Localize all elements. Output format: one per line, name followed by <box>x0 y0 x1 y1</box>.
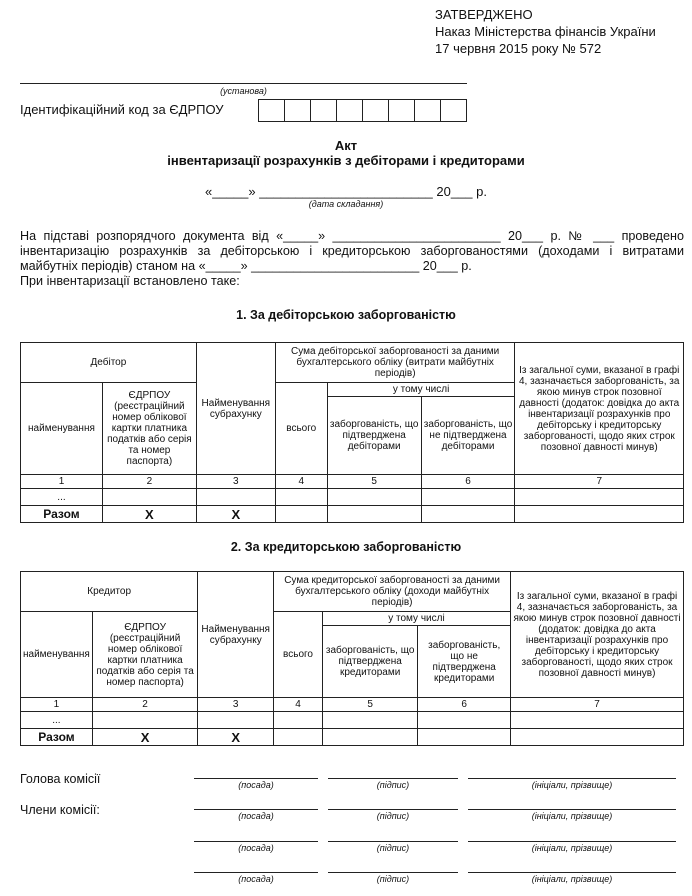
debtor-header: Дебітор <box>21 343 197 383</box>
signature-caption: (підпис) <box>376 874 410 884</box>
signature-line[interactable] <box>328 778 458 779</box>
section1-title: 1. За дебіторською заборгованістю <box>236 308 456 322</box>
date-line[interactable]: «_____» ________________________ 20___ р. <box>205 184 487 199</box>
x-mark: Х <box>198 729 274 746</box>
approval-line2: Наказ Міністерства фінансів України <box>435 24 656 39</box>
initials-caption: (ініціали, прізвище) <box>531 780 613 790</box>
edrpou-digit-box[interactable] <box>388 99 415 122</box>
column-number: 7 <box>515 475 684 489</box>
position-line[interactable] <box>194 809 318 810</box>
signature-caption: (підпис) <box>376 780 410 790</box>
table-cell[interactable] <box>421 489 515 506</box>
confirmed-header: заборгованість, що підтверджена дебіторами <box>327 397 421 475</box>
creditor-header: Кредитор <box>21 572 198 612</box>
edrpou-digit-box[interactable] <box>310 99 337 122</box>
edrpou-code-boxes[interactable] <box>259 99 467 122</box>
column-number: 6 <box>418 698 511 712</box>
position-line[interactable] <box>194 778 318 779</box>
column-number: 3 <box>198 698 274 712</box>
signature-line[interactable] <box>328 872 458 873</box>
paragraph-line1: На підставі розпорядчого документа від «_____» ________________________ 20___ р. № ___ проведено <box>20 229 684 243</box>
column-number: 5 <box>327 475 421 489</box>
initials-line[interactable] <box>468 809 676 810</box>
position-caption: (посада) <box>238 780 274 790</box>
ellipsis-cell[interactable]: ... <box>21 489 103 506</box>
x-mark: Х <box>102 506 196 523</box>
edrpou-digit-box[interactable] <box>362 99 389 122</box>
total-row-label: Разом <box>21 729 93 746</box>
table-cell[interactable] <box>327 506 421 523</box>
table-cell[interactable] <box>511 729 684 746</box>
document-title: Акт <box>334 138 358 153</box>
edrpou-header: ЄДРПОУ (реєстраційний номер облікової картки платника податків або серія та номер паспорта) <box>92 612 197 698</box>
subaccount-header: Найменування субрахунку <box>198 572 274 698</box>
column-number: 2 <box>102 475 196 489</box>
date-caption: (дата складання) <box>308 199 384 209</box>
edrpou-digit-box[interactable] <box>258 99 285 122</box>
position-caption: (посада) <box>238 874 274 884</box>
approval-line3: 17 червня 2015 року № 572 <box>435 41 602 56</box>
edrpou-label: Ідентифікаційний код за ЄДРПОУ <box>20 102 224 117</box>
paragraph-line2: інвентаризацію розрахунків за дебіторською і кредиторською заборгованостями (доходами і витратами <box>20 244 684 258</box>
initials-line[interactable] <box>468 872 676 873</box>
table-cell[interactable] <box>196 489 275 506</box>
column-number: 2 <box>92 698 197 712</box>
institution-line[interactable] <box>20 83 467 84</box>
expired-header: Із загальної суми, вказаної в графі 4, зазначається заборгованість, за якою минув строк позовної давності (додаток: довідка до акта інвентаризації розрахунків про дебіторську і кредиторську заборгованості, щодо яких строк позовної давності минув) <box>511 572 684 698</box>
position-caption: (посада) <box>238 811 274 821</box>
basis-paragraph <box>20 229 684 289</box>
table-cell[interactable] <box>102 489 196 506</box>
total-header: всього <box>275 383 327 475</box>
approval-block <box>435 6 656 57</box>
paragraph-line3: майбутніх періодів) станом на «_____» ________________________ 20___ р. <box>20 259 472 273</box>
column-number: 4 <box>274 698 323 712</box>
column-number: 1 <box>21 698 93 712</box>
table-cell[interactable] <box>421 506 515 523</box>
table-cell[interactable] <box>511 712 684 729</box>
table-cell[interactable] <box>275 489 327 506</box>
edrpou-digit-box[interactable] <box>414 99 441 122</box>
including-header: у тому числі <box>327 383 515 397</box>
including-header: у тому числі <box>322 612 510 626</box>
total-header: всього <box>274 612 323 698</box>
commission-members-label: Члени комісії: <box>20 803 100 817</box>
edrpou-digit-box[interactable] <box>336 99 363 122</box>
column-number: 4 <box>275 475 327 489</box>
confirmed-header: заборгованість, що підтверджена кредиторами <box>322 626 417 698</box>
section2-title: 2. За кредиторською заборгованістю <box>230 540 462 554</box>
ellipsis-cell[interactable]: ... <box>21 712 93 729</box>
not-confirmed-header: заборгованість, що не підтверджена дебіторами <box>421 397 515 475</box>
signature-line[interactable] <box>328 809 458 810</box>
signature-caption: (підпис) <box>376 811 410 821</box>
position-line[interactable] <box>194 872 318 873</box>
document-subtitle: інвентаризації розрахунків з дебіторами і кредиторами <box>167 153 525 168</box>
sum-header: Сума дебіторської заборгованості за даними бухгалтерського обліку (витрати майбутніх періодів) <box>275 343 515 383</box>
table-cell[interactable] <box>418 729 511 746</box>
subaccount-header: Найменування субрахунку <box>196 343 275 475</box>
creditors-table <box>20 571 684 746</box>
table-cell[interactable] <box>515 506 684 523</box>
sum-header: Сума кредиторської заборгованості за даними бухгалтерського обліку (доходи майбутніх періодів) <box>274 572 511 612</box>
column-number: 5 <box>322 698 417 712</box>
initials-caption: (ініціали, прізвище) <box>531 811 613 821</box>
column-number: 1 <box>21 475 103 489</box>
edrpou-digit-box[interactable] <box>284 99 311 122</box>
table-cell[interactable] <box>322 729 417 746</box>
total-row-label: Разом <box>21 506 103 523</box>
table-cell[interactable] <box>92 712 197 729</box>
table-cell[interactable] <box>322 712 417 729</box>
edrpou-header: ЄДРПОУ (реєстраційний номер облікової картки платника податків або серія та номер паспорта) <box>102 383 196 475</box>
table-cell[interactable] <box>275 506 327 523</box>
edrpou-digit-box[interactable] <box>440 99 467 122</box>
signature-line[interactable] <box>328 841 458 842</box>
position-caption: (посада) <box>238 843 274 853</box>
x-mark: Х <box>196 506 275 523</box>
name-header: найменування <box>21 383 103 475</box>
table-cell[interactable] <box>515 489 684 506</box>
debtors-table <box>20 342 684 523</box>
x-mark: Х <box>92 729 197 746</box>
column-number: 7 <box>511 698 684 712</box>
expired-header: Із загальної суми, вказаної в графі 4, зазначається заборгованість, за якою минув строк позовної давності (додаток: довідка до акта інвентаризації розрахунків про дебіторську і кредиторську заборгованості, щодо яких строк позовної давності минув) <box>515 343 684 475</box>
initials-line[interactable] <box>468 841 676 842</box>
table-cell[interactable] <box>274 712 323 729</box>
paragraph-line4: При інвентаризації встановлено таке: <box>20 274 240 288</box>
approval-line1: ЗАТВЕРДЖЕНО <box>435 7 533 22</box>
initials-caption: (ініціали, прізвище) <box>531 843 613 853</box>
initials-caption: (ініціали, прізвище) <box>531 874 613 884</box>
not-confirmed-header: заборгованість, що не підтверджена кредиторами <box>418 626 511 698</box>
table-cell[interactable] <box>418 712 511 729</box>
institution-caption: (установа) <box>220 86 267 96</box>
commission-head-label: Голова комісії <box>20 772 101 786</box>
column-number: 6 <box>421 475 515 489</box>
column-number: 3 <box>196 475 275 489</box>
name-header: найменування <box>21 612 93 698</box>
table-cell[interactable] <box>274 729 323 746</box>
position-line[interactable] <box>194 841 318 842</box>
table-cell[interactable] <box>198 712 274 729</box>
initials-line[interactable] <box>468 778 676 779</box>
table-cell[interactable] <box>327 489 421 506</box>
signature-caption: (підпис) <box>376 843 410 853</box>
